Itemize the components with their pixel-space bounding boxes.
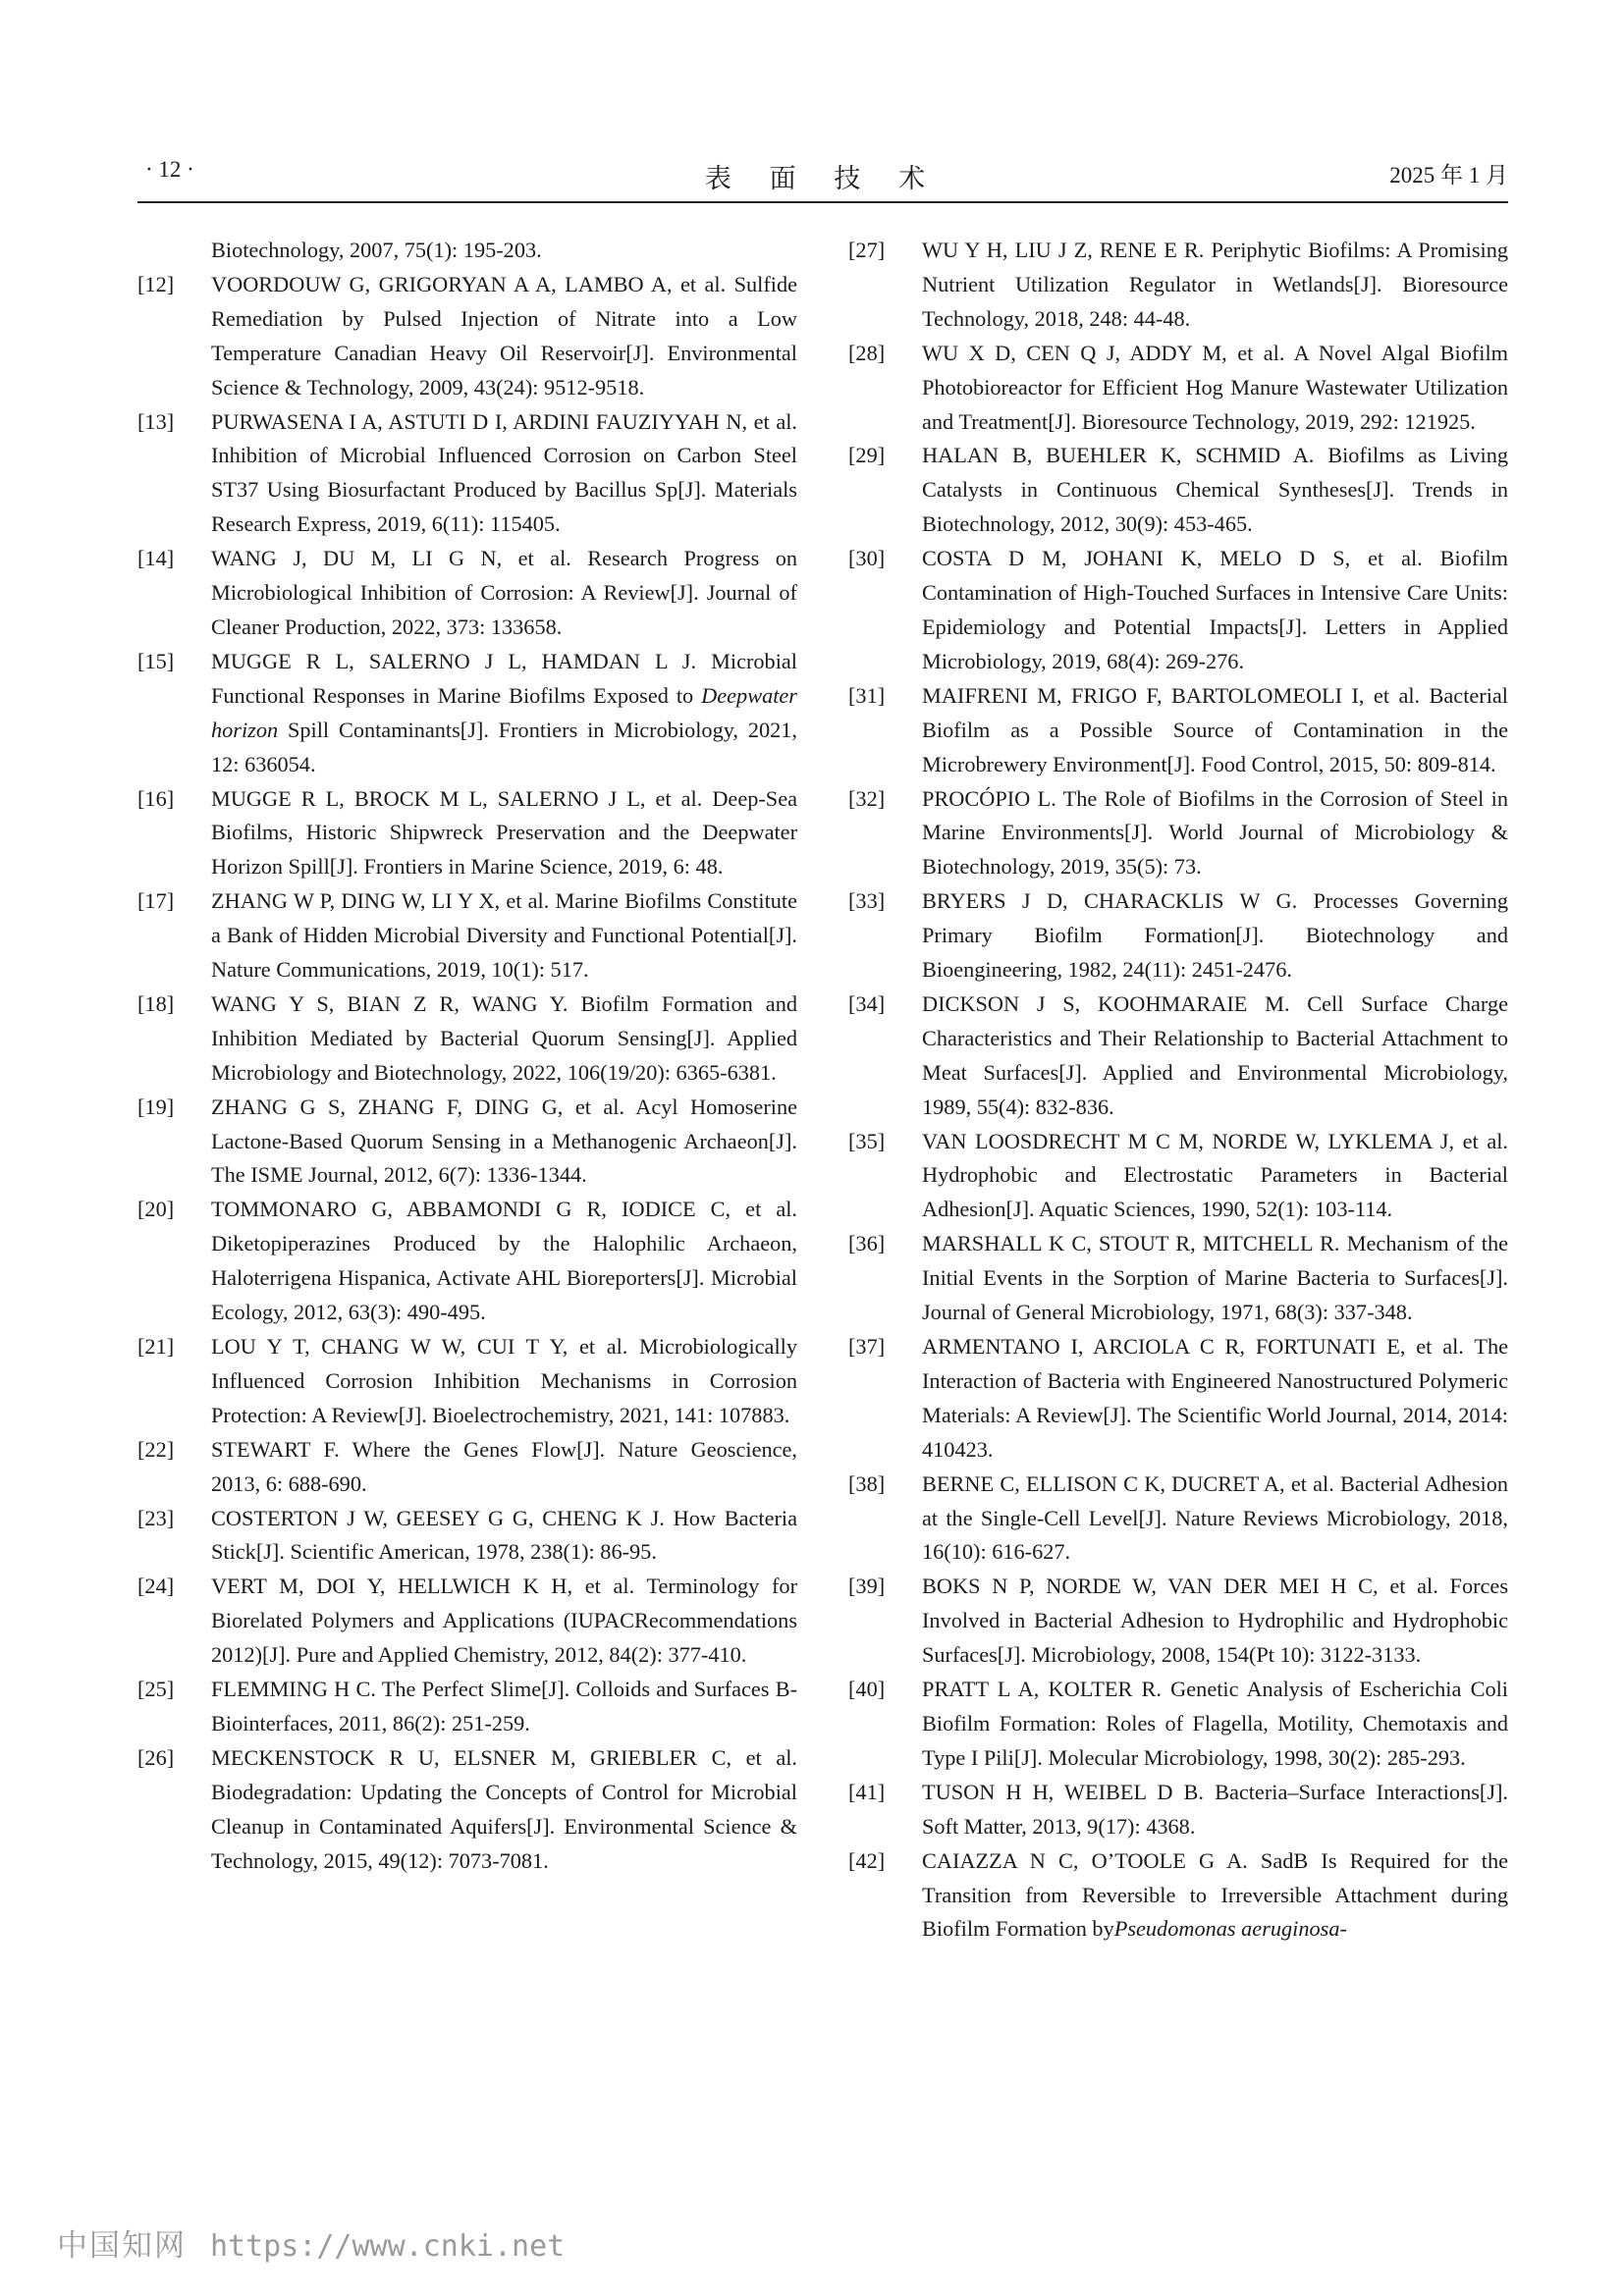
reference-text: MARSHALL K C, STOUT R, MITCHELL R. Mechanism of the Initial Events in the Sorption of Marine Bacteria to Surfaces[J]. Journal of General Microbiology, 1971, 68(3): 337-348. [922, 1231, 1508, 1325]
reference-text: BOKS N P, NORDE W, VAN DER MEI H C, et al. Forces Involved in Bacterial Adhesion to Hydrophilic and Hydrophobic Surfaces[J]. Microbiology, 2008, 154(Pt 10): 3122-3133. [922, 1574, 1508, 1668]
reference-text-part: CAIAZZA N C, O’TOOLE G A. SadB Is Required for the Transition from Reversible to Irreversible Attachment during Biofilm Formation by [922, 1847, 1508, 1942]
reference-item [137, 645, 797, 782]
reference-text: WU Y H, LIU J Z, RENE E R. Periphytic Biofilms: A Promising Nutrient Utilization Regulator in Wetlands[J]. Bioresource Technology, 2018, 248: 44-48. [922, 238, 1508, 331]
reference-number: [26] [137, 1744, 175, 1770]
reference-text: BRYERS J D, CHARACKLIS W G. Processes Governing Primary Biofilm Formation[J]. Biotechnology and Bioengineering, 1982, 24(11): 2451-2476. [922, 888, 1508, 983]
reference-item [848, 1673, 1508, 1776]
reference-text: BERNE C, ELLISON C K, DUCRET A, et al. Bacterial Adhesion at the Single-Cell Level[J]. Nature Reviews Microbiology, 2018, 16(10): 616-627. [922, 1470, 1508, 1565]
journal-title: 表 面 技 术 [704, 164, 942, 193]
reference-text: DICKSON J S, KOOHMARAIE M. Cell Surface Charge Characteristics and Their Relationship to Bacterial Attachment to Meat Surfaces[J]. Applied and Environmental Microbiology, 1989, 55(4): 832-836. [922, 990, 1508, 1119]
reference-number: [16] [137, 785, 175, 811]
reference-item [848, 884, 1508, 988]
reference-text: STEWART F. Where the Genes Flow[J]. Nature Geoscience, 2013, 6: 688-690. [211, 1436, 797, 1496]
reference-text: COSTA D M, JOHANI K, MELO D S, et al. Biofilm Contamination of High-Touched Surfaces in Intensive Care Units: Epidemiology and Potential Impacts[J]. Letters in Applied Microbiology, 2019, 68(4): 269-276. [922, 546, 1508, 673]
reference-italic-term: Pseudomonas aeruginosa- [1113, 1916, 1347, 1942]
reference-item [137, 884, 797, 988]
reference-text: COSTERTON J W, GEESEY G G, CHENG K J. How Bacteria Stick[J]. Scientific American, 1978, 238(1): 86-95. [211, 1505, 797, 1565]
reference-item [137, 1741, 797, 1879]
reference-text: MUGGE R L, BROCK M L, SALERNO J L, et al. Deep-Sea Biofilms, Historic Shipwreck Preservation and the Deepwater Horizon Spill[J]. Frontiers in Marine Science, 2019, 6: 48. [211, 785, 797, 880]
reference-item [848, 1468, 1508, 1571]
reference-number: [17] [137, 888, 175, 914]
reference-item [137, 1091, 797, 1194]
reference-text: HALAN B, BUEHLER K, SCHMID A. Biofilms as Living Catalysts in Continuous Chemical Syntheses[J]. Trends in Biotechnology, 2012, 30(9): 453-465. [922, 443, 1508, 537]
reference-text: WANG Y S, BIAN Z R, WANG Y. Biofilm Formation and Inhibition Mediated by Bacterial Quorum Sensing[J]. Applied Microbiology and Biotechnology, 2022, 106(19/20): 6365-6381. [211, 990, 797, 1085]
reference-text [211, 645, 797, 782]
reference-item [848, 1570, 1508, 1673]
reference-number: [27] [848, 238, 886, 262]
reference-text: PRATT L A, KOLTER R. Genetic Analysis of Escherichia Coli Biofilm Formation: Roles of Flagella, Motility, Chemotaxis and Type I Pili[J]. Molecular Microbiology, 1998, 30(2): 285-293. [922, 1677, 1508, 1770]
reference-number: [28] [848, 340, 886, 365]
reference-number: [38] [848, 1470, 886, 1496]
reference-number: [15] [137, 648, 175, 673]
reference-item [137, 988, 797, 1091]
reference-number: [40] [848, 1677, 886, 1702]
reference-text-part: MUGGE R L, SALERNO J L, HAMDAN L J. Microbial Functional Responses in Marine Biofilms Exposed to [211, 648, 797, 708]
reference-number: [31] [848, 682, 886, 708]
reference-number: [36] [848, 1231, 886, 1256]
reference-text: VOORDOUW G, GRIGORYAN A A, LAMBO A, et al. Sulfide Remediation by Pulsed Injection of Nitrate into a Low Temperature Canadian Heavy Oil Reservoir[J]. Environmental Science & Technology, 2009, 43(24): 9512-9518. [211, 271, 797, 400]
left-column [137, 234, 797, 1879]
reference-item [137, 1433, 797, 1502]
reference-number: [19] [137, 1094, 175, 1119]
page-number: · 12 · [145, 157, 194, 182]
page-header [137, 157, 1508, 196]
reference-item [848, 234, 1508, 337]
reference-text: TOMMONARO G, ABBAMONDI G R, IODICE C, et al. Diketopiperazines Produced by the Halophilic Archaeon, Haloterrigena Hispanica, Activate AHL Bioreporters[J]. Microbial Ecology, 2012, 63(3): 490-495. [211, 1197, 797, 1325]
reference-italic-term: Deepwater horizon [211, 682, 797, 742]
reference-text: MECKENSTOCK R U, ELSNER M, GRIEBLER C, et al. Biodegradation: Updating the Concepts of Control for Microbial Cleanup in Contaminated Aquifers[J]. Environmental Science & Technology, 2015, 49(12): 7073-7081. [211, 1744, 797, 1873]
reference-text: PROCÓPIO L. The Role of Biofilms in the Corrosion of Steel in Marine Environments[J]. World Journal of Microbiology & Biotechnology, 2019, 35(5): 73. [922, 785, 1508, 880]
reference-text: ZHANG G S, ZHANG F, DING G, et al. Acyl Homoserine Lactone-Based Quorum Sensing in a Methanogenic Archaeon[J]. The ISME Journal, 2012, 6(7): 1336-1344. [211, 1094, 797, 1188]
reference-item [848, 1776, 1508, 1844]
reference-text: WU X D, CEN Q J, ADDY M, et al. A Novel Algal Biofilm Photobioreactor for Efficient Hog Manure Wastewater Utilization and Treatment[J]. Bioresource Technology, 2019, 292: 121925. [922, 340, 1508, 434]
reference-item [137, 1673, 797, 1741]
reference-text: LOU Y T, CHANG W W, CUI T Y, et al. Microbiologically Influenced Corrosion Inhibition Mechanisms in Corrosion Protection: A Review[J]. Bioelectrochemistry, 2021, 141: 107883. [211, 1334, 797, 1427]
reference-text: VAN LOOSDRECHT M C M, NORDE W, LYKLEMA J, et al. Hydrophobic and Electrostatic Parameters in Bacterial Adhesion[J]. Aquatic Sciences, 1990, 52(1): 103-114. [922, 1128, 1508, 1222]
reference-text: WANG J, DU M, LI G N, et al. Research Progress on Microbiological Inhibition of Corrosion: A Review[J]. Journal of Cleaner Production, 2022, 373: 133658. [211, 546, 797, 639]
reference-item [848, 782, 1508, 885]
reference-item [848, 1125, 1508, 1228]
reference-item [848, 439, 1508, 542]
reference-number: [22] [137, 1436, 175, 1462]
reference-number: [34] [848, 990, 886, 1016]
reference-text: ZHANG W P, DING W, LI Y X, et al. Marine Biofilms Constitute a Bank of Hidden Microbial Diversity and Functional Potential[J]. Nature Communications, 2019, 10(1): 517. [211, 888, 797, 983]
reference-item [137, 1570, 797, 1673]
reference-text-part: Spill Contaminants[J]. Frontiers in Microbiology, 2021, 12: 636054. [211, 717, 797, 776]
reference-text: MAIFRENI M, FRIGO F, BARTOLOMEOLI I, et al. Bacterial Biofilm as a Possible Source of Contamination in the Microbrewery Environment[J]. Food Control, 2015, 50: 809-814. [922, 682, 1508, 776]
reference-item [137, 542, 797, 645]
reference-item [137, 268, 797, 405]
issue-date: 2025 年 1 月 [1389, 163, 1508, 187]
reference-number: [23] [137, 1505, 175, 1530]
reference-text: ARMENTANO I, ARCIOLA C R, FORTUNATI E, et al. The Interaction of Bacteria with Engineered Nanostructured Polymeric Materials: A Review[J]. The Scientific World Journal, 2014, 2014: 410423. [922, 1334, 1508, 1462]
reference-item [848, 1844, 1508, 1948]
reference-item [848, 1227, 1508, 1330]
reference-number: [33] [848, 888, 886, 914]
reference-number: [24] [137, 1574, 175, 1599]
reference-item [848, 679, 1508, 782]
reference-item [848, 1330, 1508, 1468]
reference-item [137, 1330, 797, 1433]
reference-number: [42] [848, 1847, 886, 1873]
reference-text: TUSON H H, WEIBEL D B. Bacteria–Surface Interactions[J]. Soft Matter, 2013, 9(17): 4368. [922, 1779, 1508, 1839]
reference-number: [13] [137, 408, 175, 434]
reference-text [922, 1844, 1508, 1948]
reference-text: VERT M, DOI Y, HELLWICH K H, et al. Terminology for Biorelated Polymers and Applications (IUPACRecommendations 2012)[J]. Pure and Applied Chemistry, 2012, 84(2): 377-410. [211, 1574, 797, 1668]
reference-item [137, 782, 797, 885]
reference-item [848, 542, 1508, 679]
reference-item [137, 1502, 797, 1571]
reference-item [848, 337, 1508, 440]
reference-item [137, 1193, 797, 1330]
reference-number: [32] [848, 785, 886, 811]
reference-number: [18] [137, 990, 175, 1016]
reference-number: [39] [848, 1574, 886, 1599]
reference-number: [21] [137, 1334, 175, 1359]
watermark-site-name: 中国知网 [57, 2228, 187, 2264]
header-rule [137, 201, 1508, 203]
reference-item [848, 988, 1508, 1125]
reference-number: [35] [848, 1128, 886, 1153]
reference-number: [30] [848, 546, 886, 571]
reference-number: [12] [137, 271, 175, 296]
reference-text: FLEMMING H C. The Perfect Slime[J]. Colloids and Surfaces B-Biointerfaces, 2011, 86(2): 251-259. [211, 1677, 797, 1735]
reference-item [137, 405, 797, 543]
cnki-watermark [57, 2220, 565, 2265]
reference-number: [29] [848, 443, 886, 468]
right-column [848, 234, 1508, 1947]
watermark-url: https://www.cnki.net [210, 2229, 566, 2264]
reference-number: [37] [848, 1334, 886, 1359]
reference-number: [20] [137, 1197, 175, 1222]
reference-text: PURWASENA I A, ASTUTI D I, ARDINI FAUZIYYAH N, et al. Inhibition of Microbial Influenced Corrosion on Carbon Steel ST37 Using Biosurfactant Produced by Bacillus Sp[J]. Materials Research Express, 2019, 6(11): 115405. [211, 408, 797, 537]
reference-number: [14] [137, 546, 175, 571]
reference-number: [25] [137, 1677, 175, 1702]
reference-continuation: Biotechnology, 2007, 75(1): 195-203. [211, 238, 542, 262]
reference-number: [41] [848, 1779, 886, 1804]
